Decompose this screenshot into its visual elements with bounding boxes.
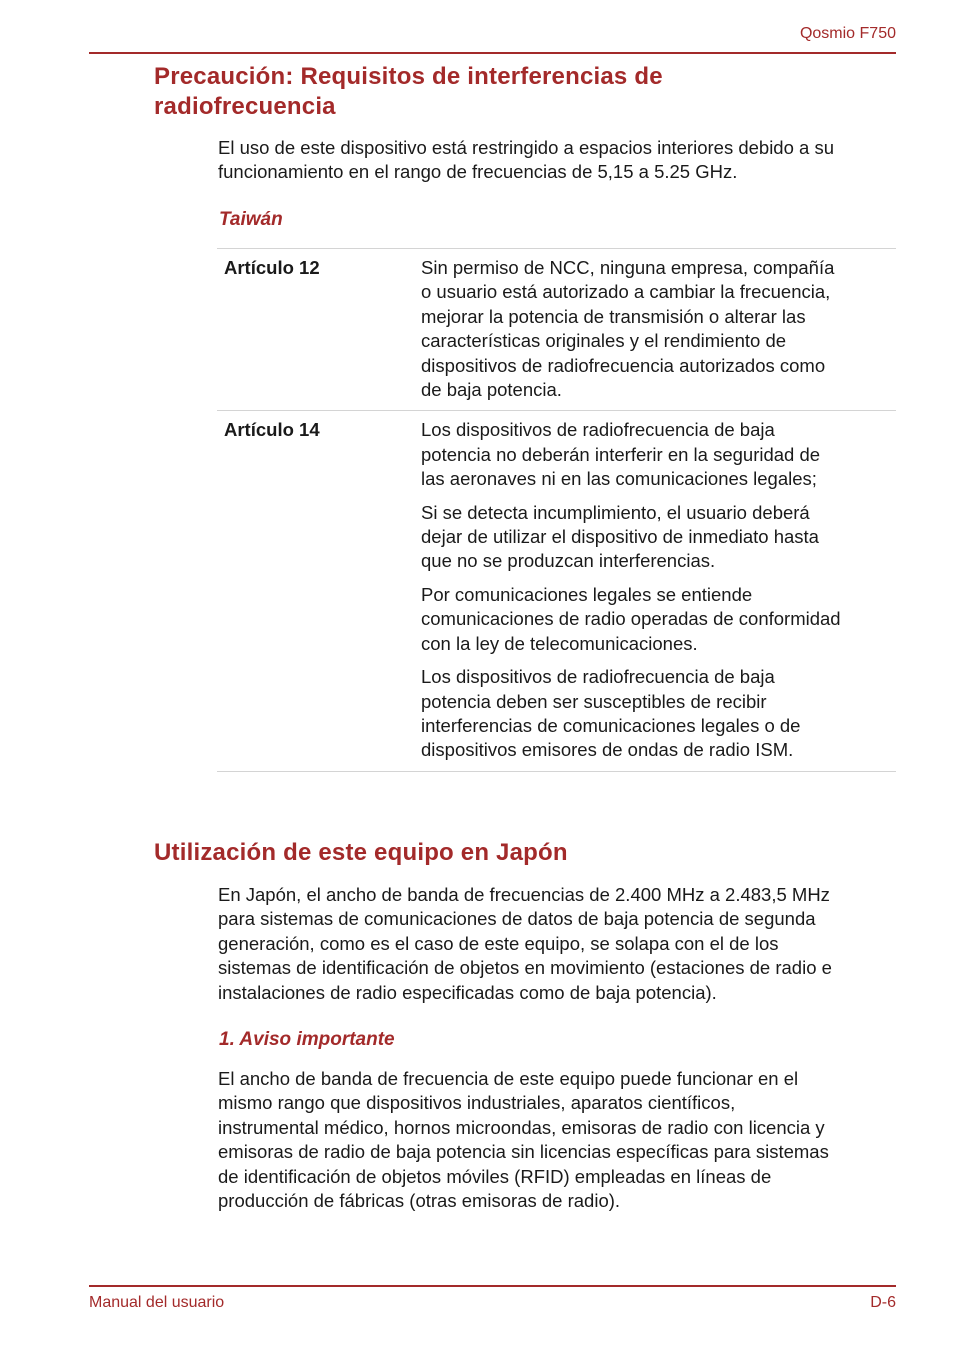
paragraph-line: producción de fábricas (otras emisoras de radio). xyxy=(218,1190,621,1212)
subsection-title-taiwan: Taiwán xyxy=(219,209,283,230)
paragraph-line: o usuario está autorizado a cambiar la frecuencia, xyxy=(421,281,831,303)
japan-band-paragraph xyxy=(218,883,898,1005)
paragraph-line: generación, como es el caso de este equipo, se solapa con el de los xyxy=(218,932,779,954)
header-rule xyxy=(89,52,896,54)
paragraph-line: características originales y el rendimiento de xyxy=(421,330,787,352)
article-paragraph xyxy=(421,418,896,491)
paragraph-line: interferencias de comunicaciones legales o de xyxy=(421,714,801,736)
paragraph-line: instalaciones de radio especificadas como de baja potencia). xyxy=(218,981,717,1003)
header-product-name: Qosmio F750 xyxy=(799,25,896,42)
paragraph-line: Por comunicaciones legales se entiende xyxy=(421,583,753,605)
article-label: Artículo 14 xyxy=(224,419,320,441)
section-title-line: radiofrecuencia xyxy=(154,93,336,120)
section-title-japan: Utilización de este equipo en Japón xyxy=(154,839,568,866)
paragraph-line: mismo rango que dispositivos industriales, aparatos científicos, xyxy=(218,1092,736,1114)
paragraph-line: En Japón, el ancho de banda de frecuencias de 2.400 MHz a 2.483,5 MHz xyxy=(218,884,830,905)
paragraph-line: que no se produzcan interferencias. xyxy=(421,550,716,572)
article-paragraph xyxy=(421,256,896,402)
paragraph-line: de baja potencia. xyxy=(421,379,562,401)
paragraph-line: dispositivos emisores de ondas de radio ISM. xyxy=(421,739,794,761)
article-paragraph xyxy=(421,665,896,763)
paragraph-line: dejar de utilizar el dispositivo de inmediato hasta xyxy=(421,526,819,548)
taiwan-articles-table xyxy=(217,248,896,772)
article-paragraph xyxy=(421,501,896,574)
indoor-use-paragraph xyxy=(218,136,898,185)
paragraph-line: emisoras de radio de baja potencia sin licencias específicas para sistemas xyxy=(218,1141,829,1163)
paragraph-line: de identificación de objetos móviles (RFID) empleadas en líneas de xyxy=(218,1165,772,1187)
paragraph-line: El uso de este dispositivo está restringido a espacios interiores debido a su xyxy=(218,137,834,158)
paragraph-line: potencia no deberán interferir en la seguridad de xyxy=(421,443,821,465)
article-label: Artículo 12 xyxy=(224,257,320,278)
footer-rule xyxy=(89,1285,896,1287)
important-notice-paragraph xyxy=(218,1067,898,1213)
paragraph-line: para sistemas de comunicaciones de datos de baja potencia de segunda xyxy=(218,908,816,930)
paragraph-line: con la ley de telecomunicaciones. xyxy=(421,632,698,654)
table-row xyxy=(217,411,896,771)
paragraph-line: Los dispositivos de radiofrecuencia de baja xyxy=(421,419,775,441)
paragraph-line: dispositivos de radiofrecuencia autorizados como xyxy=(421,354,826,376)
article-paragraph xyxy=(421,583,896,656)
table-row xyxy=(217,249,896,411)
paragraph-line: potencia deben ser susceptibles de recibir xyxy=(421,690,767,712)
footer-page-number: D-6 xyxy=(870,1294,896,1311)
section-title-line: Precaución: Requisitos de interferencias de xyxy=(154,63,663,90)
paragraph-line: Si se detecta incumplimiento, el usuario deberá xyxy=(421,501,810,523)
paragraph-line: Los dispositivos de radiofrecuencia de baja xyxy=(421,666,775,688)
article-text xyxy=(421,256,896,402)
paragraph-line: comunicaciones de radio operadas de conformidad xyxy=(421,608,841,630)
article-text xyxy=(421,418,896,762)
paragraph-line: sistemas de identificación de objetos en movimiento (estaciones de radio e xyxy=(218,957,832,979)
paragraph-line: Sin permiso de NCC, ninguna empresa, compañía xyxy=(421,257,835,278)
paragraph-line: El ancho de banda de frecuencia de este equipo puede funcionar en el xyxy=(218,1068,799,1089)
paragraph-line: funcionamiento en el rango de frecuencias de 5,15 a 5.25 GHz. xyxy=(218,161,738,183)
footer-manual-title: Manual del usuario xyxy=(89,1294,225,1311)
subsection-title-important-notice: 1. Aviso importante xyxy=(219,1029,395,1050)
paragraph-line: instrumental médico, hornos microondas, emisoras de radio con licencia y xyxy=(218,1116,825,1138)
paragraph-line: mejorar la potencia de transmisión o alterar las xyxy=(421,305,806,327)
paragraph-line: las aeronaves ni en las comunicaciones legales; xyxy=(421,468,817,490)
section-title-rf-caution xyxy=(154,62,854,122)
